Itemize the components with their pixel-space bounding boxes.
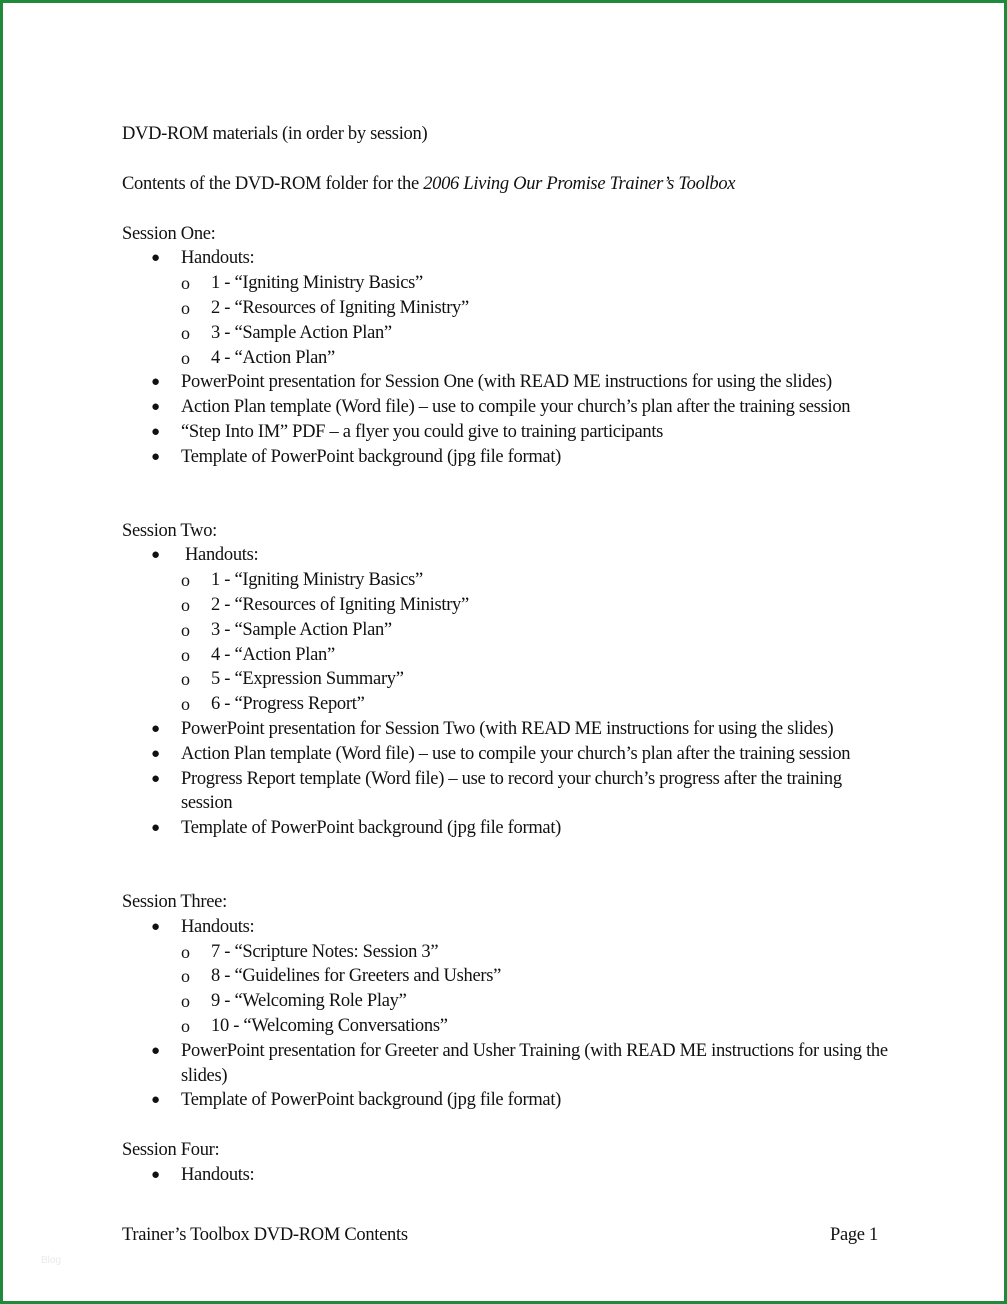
handout-text: 9 - “Welcoming Role Play”: [211, 991, 407, 1012]
bullet-icon: ●: [151, 374, 160, 391]
circle-bullet-icon: o: [181, 644, 190, 665]
item-text: Template of PowerPoint background (jpg file format): [181, 1090, 562, 1111]
session-four: [122, 1138, 902, 1188]
list-item: [151, 1039, 902, 1089]
page-footer: [122, 1225, 878, 1246]
handout-item: [181, 1014, 902, 1039]
circle-bullet-icon: o: [181, 619, 190, 640]
item-text: Action Plan template (Word file) – use to compile your church’s plan after the training session: [181, 743, 851, 764]
handout-text: 1 - “Igniting Ministry Basics”: [211, 273, 423, 294]
list-item: [151, 1163, 902, 1188]
circle-bullet-icon: o: [181, 347, 190, 368]
handout-text: 2 - “Resources of Igniting Ministry”: [211, 297, 469, 318]
handout-text: 1 - “Igniting Ministry Basics”: [211, 570, 423, 591]
handout-item: [181, 692, 902, 717]
list-item: [151, 246, 902, 370]
handout-text: 5 - “Expression Summary”: [211, 669, 404, 690]
handout-item: [181, 643, 902, 668]
bullet-icon: ●: [151, 547, 160, 564]
item-text: PowerPoint presentation for Greeter and Usher Training (with READ ME instructions for using the slides): [181, 1040, 888, 1086]
handouts-list: [181, 271, 902, 370]
list-item: [151, 445, 902, 470]
handout-text: 7 - “Scripture Notes: Session 3”: [211, 941, 439, 962]
handout-item: [181, 989, 902, 1014]
handout-text: 4 - “Action Plan”: [211, 644, 335, 665]
handout-item: [181, 296, 902, 321]
circle-bullet-icon: o: [181, 570, 190, 591]
list-item: [151, 816, 902, 841]
session-three: [122, 890, 902, 1113]
handout-text: 4 - “Action Plan”: [211, 347, 335, 368]
item-text: PowerPoint presentation for Session Two (with READ ME instructions for using the slides): [181, 718, 834, 739]
item-text: Template of PowerPoint background (jpg file format): [181, 446, 562, 467]
handouts-list: [181, 568, 902, 717]
handout-item: [181, 568, 902, 593]
bullet-icon: ●: [151, 448, 160, 465]
handouts-list: [181, 940, 902, 1039]
item-text: “Step Into IM” PDF – a flyer you could give to training participants: [181, 421, 664, 442]
circle-bullet-icon: o: [181, 966, 190, 987]
subtitle-toolbox-title: 2006 Living Our Promise Trainer’s Toolbox: [423, 173, 736, 194]
item-text: Template of PowerPoint background (jpg file format): [181, 818, 562, 839]
handout-item: [181, 271, 902, 296]
bullet-icon: ●: [151, 399, 160, 416]
bullet-icon: ●: [151, 1166, 160, 1183]
document-body: [122, 122, 902, 1237]
session-items: [122, 915, 902, 1113]
bullet-icon: ●: [151, 820, 160, 837]
handout-item: [181, 940, 902, 965]
footer-title: Trainer’s Toolbox DVD-ROM Contents: [122, 1225, 408, 1245]
bullet-icon: ●: [151, 745, 160, 762]
handout-item: [181, 593, 902, 618]
session-items: [122, 543, 902, 841]
session-items: [122, 246, 902, 469]
bullet-icon: ●: [151, 423, 160, 440]
session-title: Session Four:: [122, 1140, 220, 1161]
list-item: [151, 370, 902, 395]
handout-text: 6 - “Progress Report”: [211, 694, 365, 715]
handout-item: [181, 321, 902, 346]
handout-item: [181, 346, 902, 371]
handout-text: 3 - “Sample Action Plan”: [211, 322, 392, 343]
circle-bullet-icon: o: [181, 669, 190, 690]
list-item: [151, 915, 902, 1039]
handout-item: [181, 667, 902, 692]
handout-item: [181, 618, 902, 643]
document-subtitle: [122, 172, 902, 197]
watermark: Blog: [41, 1255, 62, 1266]
bullet-icon: ●: [151, 918, 160, 935]
item-text: PowerPoint presentation for Session One (with READ ME instructions for using the slides): [181, 372, 832, 393]
list-item: [151, 767, 902, 817]
document-heading: DVD-ROM materials (in order by session): [122, 124, 428, 144]
handouts-label: Handouts:: [181, 1164, 255, 1185]
circle-bullet-icon: o: [181, 694, 190, 715]
session-title: Session One:: [122, 223, 216, 244]
circle-bullet-icon: o: [181, 297, 190, 318]
handouts-label: Handouts:: [185, 545, 259, 566]
circle-bullet-icon: o: [181, 594, 190, 615]
circle-bullet-icon: o: [181, 273, 190, 294]
list-item: [151, 717, 902, 742]
handouts-label: Handouts:: [181, 248, 255, 269]
page-number: Page 1: [829, 1225, 878, 1245]
handout-text: 8 - “Guidelines for Greeters and Ushers”: [211, 966, 502, 987]
handout-item: [181, 964, 902, 989]
circle-bullet-icon: o: [181, 941, 190, 962]
circle-bullet-icon: o: [181, 991, 190, 1012]
session-one: [122, 222, 902, 470]
list-item: [151, 1088, 902, 1113]
bullet-icon: ●: [151, 1042, 160, 1059]
bullet-icon: ●: [151, 1092, 160, 1109]
list-item: [151, 420, 902, 445]
handout-text: 10 - “Welcoming Conversations”: [211, 1015, 448, 1036]
session-title: Session Two:: [122, 520, 217, 541]
circle-bullet-icon: o: [181, 1015, 190, 1036]
handouts-label: Handouts:: [181, 916, 255, 937]
item-text: Action Plan template (Word file) – use to compile your church’s plan after the training session: [181, 397, 851, 418]
bullet-icon: ●: [151, 250, 160, 267]
session-title: Session Three:: [122, 891, 227, 912]
handout-text: 2 - “Resources of Igniting Ministry”: [211, 594, 469, 615]
item-text: Progress Report template (Word file) – use to record your church’s progress after the training session: [181, 768, 842, 814]
circle-bullet-icon: o: [181, 322, 190, 343]
list-item: [151, 395, 902, 420]
session-two: [122, 519, 902, 841]
session-items: [122, 1163, 902, 1188]
list-item: [151, 742, 902, 767]
subtitle-prefix: Contents of the DVD-ROM folder for the: [122, 173, 424, 194]
list-item: [151, 543, 902, 717]
handout-text: 3 - “Sample Action Plan”: [211, 619, 392, 640]
bullet-icon: ●: [151, 770, 160, 787]
bullet-icon: ●: [151, 720, 160, 737]
